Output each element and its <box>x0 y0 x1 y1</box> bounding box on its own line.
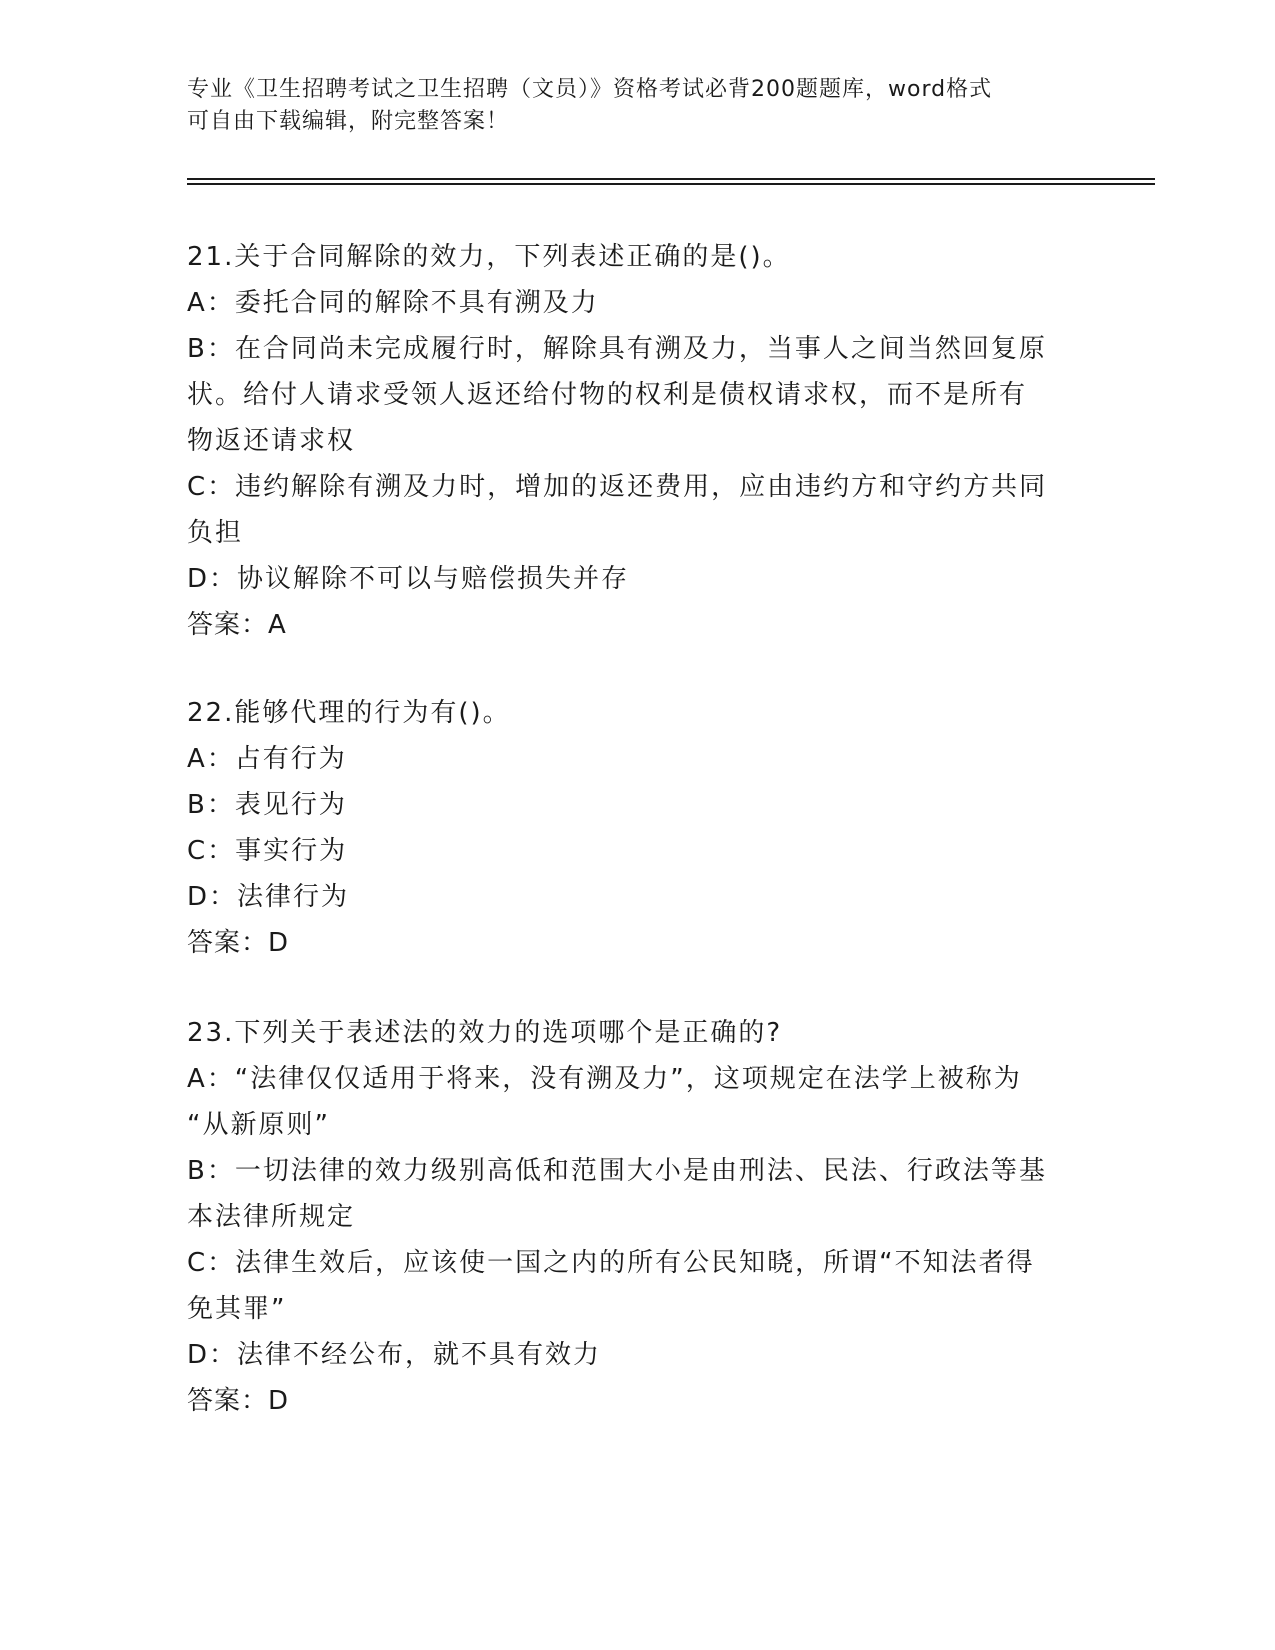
answer: 答案：D <box>187 928 290 958</box>
option-b-continued: 本法律所规定 <box>187 1202 356 1232</box>
option-b: B：在合同尚未完成履行时，解除具有溯及力，当事人之间当然回复原 <box>187 334 1047 364</box>
option-d: D：法律不经公布，就不具有效力 <box>187 1340 602 1370</box>
header-divider-top <box>187 178 1155 180</box>
option-a: A：委托合同的解除不具有溯及力 <box>187 288 599 318</box>
question-stem: 22.能够代理的行为有()。 <box>187 698 511 728</box>
option-b-continued: 状。给付人请求受领人返还给付物的权利是债权请求权，而不是所有 <box>187 380 1028 410</box>
question-stem: 23.下列关于表述法的效力的选项哪个是正确的? <box>187 1018 783 1048</box>
option-b: B：表见行为 <box>187 790 347 820</box>
option-c: C：法律生效后，应该使一国之内的所有公民知晓，所谓“不知法者得 <box>187 1248 1035 1278</box>
option-b-continued: 物返还请求权 <box>187 426 356 456</box>
question-22 <box>187 690 1087 966</box>
question-stem: 21.关于合同解除的效力，下列表述正确的是()。 <box>187 242 791 272</box>
answer: 答案：D <box>187 1386 290 1416</box>
option-d: D：协议解除不可以与赔偿损失并存 <box>187 564 630 594</box>
header-line-1: 专业《卫生招聘考试之卫生招聘（文员）》资格考试必背200题题库，word格式 <box>187 77 993 102</box>
option-c: C：违约解除有溯及力时，增加的返还费用，应由违约方和守约方共同 <box>187 472 1048 502</box>
header-line-2: 可自由下载编辑，附完整答案！ <box>187 109 510 134</box>
question-21 <box>187 234 1087 648</box>
option-c-continued: 负担 <box>187 518 244 548</box>
document-header <box>187 74 1087 138</box>
option-a: A：“法律仅仅适用于将来，没有溯及力”，这项规定在法学上被称为 <box>187 1064 1022 1094</box>
option-a: A：占有行为 <box>187 744 347 774</box>
option-a-continued: “从新原则” <box>187 1110 330 1140</box>
option-c-continued: 免其罪” <box>187 1294 287 1324</box>
question-23 <box>187 1010 1087 1424</box>
header-divider-bottom <box>187 183 1155 185</box>
option-d: D：法律行为 <box>187 882 350 912</box>
answer: 答案：A <box>187 610 287 640</box>
option-c: C：事实行为 <box>187 836 348 866</box>
option-b: B：一切法律的效力级别高低和范围大小是由刑法、民法、行政法等基 <box>187 1156 1047 1186</box>
